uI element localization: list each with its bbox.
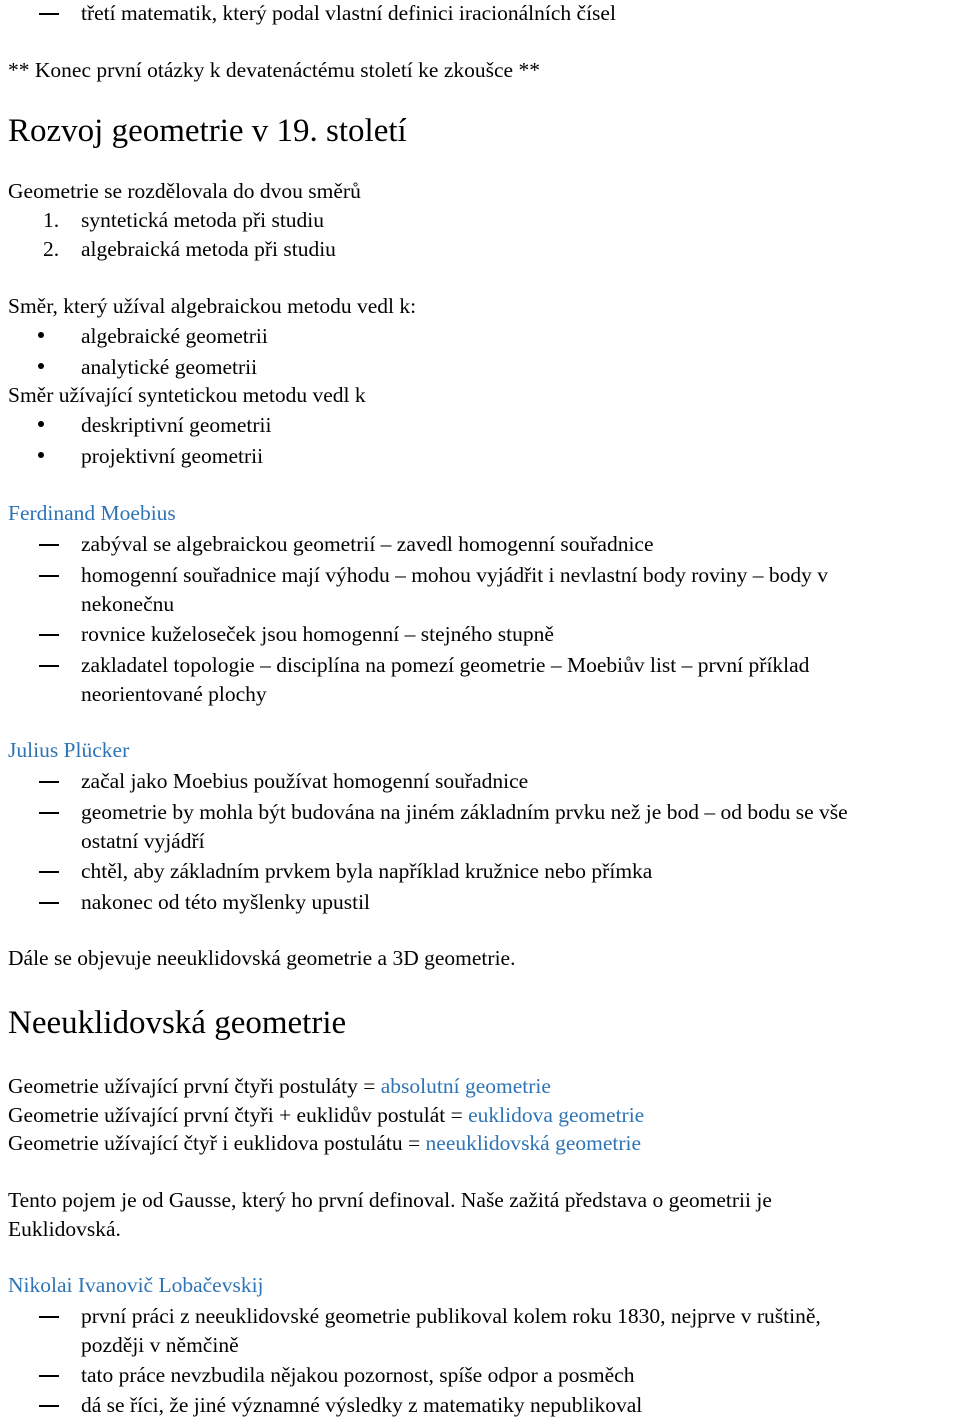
- paragraph: Geometrie se rozdělovala do dvou směrů: [8, 179, 361, 203]
- section-heading: Neeuklidovská geometrie: [8, 1005, 347, 1041]
- definition-term: absolutní geometrie: [380, 1074, 551, 1098]
- definition-line: [8, 1105, 644, 1127]
- list-item: deskriptivní geometrii: [81, 413, 272, 437]
- list-item-continuation: neorientované plochy: [81, 682, 267, 706]
- list-number: 2.: [43, 237, 60, 261]
- dash-bullet: [39, 781, 59, 783]
- list-item: geometrie by mohla být budována na jiném základním prvku než je bod – od bodu se vše: [81, 800, 848, 824]
- list-number: 1.: [43, 208, 60, 232]
- list-item: projektivní geometrii: [81, 444, 264, 468]
- list-item: zabýval se algebraickou geometrií – zavedl homogenní souřadnice: [81, 532, 654, 556]
- bullet-icon: [38, 421, 44, 427]
- bullet-icon: [38, 363, 44, 369]
- dash-bullet: [39, 634, 59, 636]
- bullet-icon: [38, 332, 44, 338]
- paragraph: Dále se objevuje neeuklidovská geometrie a 3D geometrie.: [8, 946, 516, 970]
- dash-bullet: [39, 1375, 59, 1377]
- definition-line: [8, 1133, 641, 1155]
- list-item-continuation: později v němčině: [81, 1333, 239, 1357]
- person-heading: Ferdinand Moebius: [8, 501, 176, 525]
- definition-text: Geometrie užívající první čtyři postuláty =: [8, 1074, 381, 1098]
- definition-line: [8, 1076, 551, 1098]
- list-item: tato práce nevzbudila nějakou pozornost, spíše odpor a posměch: [81, 1363, 635, 1387]
- list-item-continuation: ostatní vyjádří: [81, 829, 205, 853]
- list-item: analytické geometrii: [81, 355, 258, 379]
- list-item: zakladatel topologie – disciplína na pomezí geometrie – Moebiův list – první příklad: [81, 653, 810, 677]
- person-heading: Julius Plücker: [8, 738, 130, 762]
- definition-text: Geometrie užívající čtyř i euklidova postulátu =: [8, 1131, 426, 1155]
- dash-bullet: [39, 902, 59, 904]
- dash-bullet: [39, 1405, 59, 1407]
- list-item: rovnice kuželoseček jsou homogenní – stejného stupně: [81, 622, 554, 646]
- dash-bullet: [39, 812, 59, 814]
- dash-bullet: [39, 544, 59, 546]
- list-item: nakonec od této myšlenky upustil: [81, 890, 371, 914]
- list-item: třetí matematik, který podal vlastní definici iracionálních čísel: [81, 1, 616, 25]
- paragraph: Tento pojem je od Gausse, který ho první definoval. Naše zažitá představa o geometrii je: [8, 1188, 772, 1212]
- list-item: algebraické geometrii: [81, 324, 268, 348]
- person-heading: Nikolai Ivanovič Lobačevskij: [8, 1273, 264, 1297]
- list-item: algebraická metoda při studiu: [81, 237, 336, 261]
- list-item: začal jako Moebius používat homogenní souřadnice: [81, 769, 529, 793]
- list-item: první práci z neeuklidovské geometrie publikoval kolem roku 1830, nejprve v ruštině,: [81, 1304, 821, 1328]
- section-heading: Rozvoj geometrie v 19. století: [8, 113, 407, 149]
- definition-term: euklidova geometrie: [468, 1103, 645, 1127]
- dash-bullet: [39, 1316, 59, 1318]
- dash-bullet: [39, 665, 59, 667]
- dash-bullet: [39, 871, 59, 873]
- definition-text: Geometrie užívající první čtyři + euklidův postulát =: [8, 1103, 469, 1127]
- end-note: ** Konec první otázky k devatenáctému století ke zkoušce **: [8, 58, 540, 82]
- definition-term: neeuklidovská geometrie: [425, 1131, 642, 1155]
- paragraph: Euklidovská.: [8, 1217, 121, 1241]
- bullet-icon: [38, 452, 44, 458]
- list-item: dá se říci, že jiné významné výsledky z matematiky nepublikoval: [81, 1393, 643, 1417]
- list-item-continuation: nekonečnu: [81, 592, 175, 616]
- dash-bullet: [39, 13, 59, 15]
- paragraph: Směr užívající syntetickou metodu vedl k: [8, 383, 366, 407]
- paragraph: Směr, který užíval algebraickou metodu vedl k:: [8, 294, 417, 318]
- dash-bullet: [39, 575, 59, 577]
- list-item: syntetická metoda při studiu: [81, 208, 325, 232]
- list-item: homogenní souřadnice mají výhodu – mohou vyjádřit i nevlastní body roviny – body v: [81, 563, 829, 587]
- list-item: chtěl, aby základním prvkem byla například kružnice nebo přímka: [81, 859, 653, 883]
